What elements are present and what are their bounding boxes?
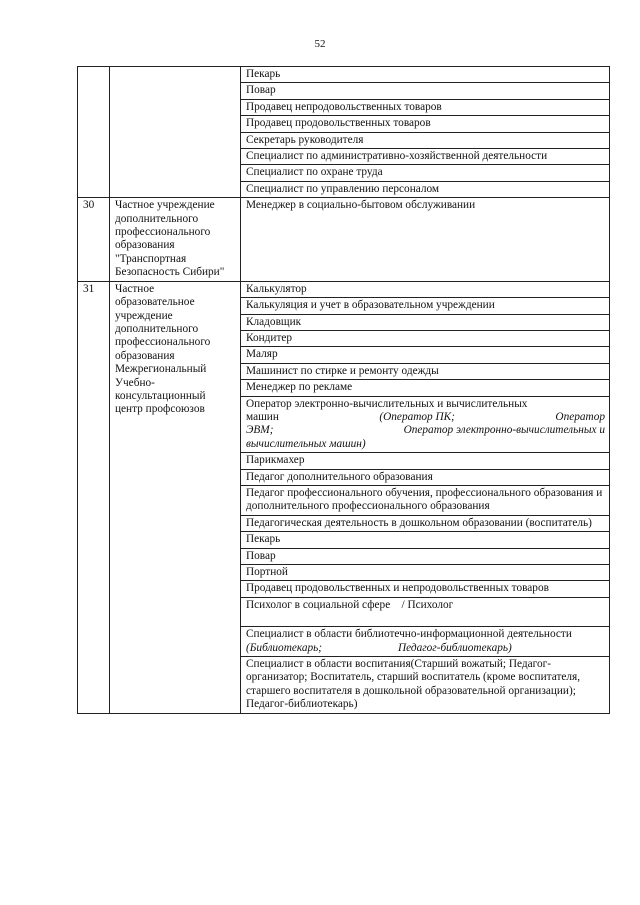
program-cell: Специалист по управлению персоналом xyxy=(241,181,610,197)
program-cell: Педагогическая деятельность в дошкольном образовании (воспитатель) xyxy=(241,515,610,531)
table-row xyxy=(78,281,610,297)
organization-name: Частное учреждение дополнительного профессионального образования "Транспортная Безопасность Сибири" xyxy=(110,198,241,281)
program-cell xyxy=(241,597,610,626)
program-cell xyxy=(241,396,610,453)
program-cell: Продавец продовольственных товаров xyxy=(241,116,610,132)
program-text: машин xyxy=(246,410,279,423)
blank-line xyxy=(246,612,605,625)
program-cell: Специалист в области воспитания(Старший вожатый; Педагог-организатор; Воспитатель, старший воспитатель (кроме воспитателя, старшего воспитателя в дошкольной образовательной организации); Педагог-библиотекарь) xyxy=(241,657,610,714)
program-line xyxy=(246,642,605,655)
program-cell: Менеджер по рекламе xyxy=(241,380,610,396)
organization-cell-empty xyxy=(110,67,241,198)
program-cell: Продавец продовольственных и непродовольственных товаров xyxy=(241,581,610,597)
table-row xyxy=(78,67,610,83)
program-cell: Маляр xyxy=(241,347,610,363)
program-cell: Менеджер в социально-бытовом обслуживании xyxy=(241,198,610,281)
program-cell: Портной xyxy=(241,565,610,581)
program-line xyxy=(246,424,605,437)
program-cell: Парикмахер xyxy=(241,453,610,469)
program-cell: Повар xyxy=(241,83,610,99)
program-cell xyxy=(241,627,610,657)
program-cell: Педагог дополнительного образования xyxy=(241,469,610,485)
program-text: Педагог-библиотекарь) xyxy=(398,641,512,654)
programs-table xyxy=(77,66,610,714)
program-cell: Повар xyxy=(241,548,610,564)
program-line: Оператор электронно-вычислительных и вычислительных xyxy=(246,397,528,410)
program-cell: Пекарь xyxy=(241,532,610,548)
program-text: Оператор электронно-вычислительных и xyxy=(403,424,605,437)
organization-name: Частное образовательное учреждение дополнительного профессионального образования Межрегиональный Учебно-консультационный центр профсоюзов xyxy=(110,281,241,713)
program-cell: Кондитер xyxy=(241,330,610,346)
program-line: Психолог в социальной сфере / Психолог xyxy=(246,598,454,611)
program-cell: Секретарь руководителя xyxy=(241,132,610,148)
program-cell: Кладовщик xyxy=(241,314,610,330)
program-text: ЭВМ; xyxy=(246,424,274,437)
program-text: Оператор xyxy=(555,410,605,423)
program-cell: Машинист по стирке и ремонту одежды xyxy=(241,363,610,379)
number-cell-empty xyxy=(78,67,110,198)
row-number: 31 xyxy=(78,281,110,713)
program-text: (Оператор ПК; xyxy=(379,410,455,423)
program-cell: Калькуляция и учет в образовательном учреждении xyxy=(241,298,610,314)
page-number: 52 xyxy=(314,38,326,50)
program-line xyxy=(246,411,605,424)
program-cell: Калькулятор xyxy=(241,281,610,297)
program-text: (Библиотекарь; xyxy=(246,641,323,654)
program-cell: Специалист по охране труда xyxy=(241,165,610,181)
program-line: вычислительных машин) xyxy=(246,437,366,450)
program-cell: Специалист по административно-хозяйственной деятельности xyxy=(241,149,610,165)
program-cell: Педагог профессионального обучения, профессионального образования и дополнительного профессионального образования xyxy=(241,485,610,515)
program-line: Специалист в области библиотечно-информационной деятельности xyxy=(246,628,572,641)
table-row xyxy=(78,198,610,281)
program-cell: Продавец непродовольственных товаров xyxy=(241,99,610,115)
row-number: 30 xyxy=(78,198,110,281)
program-cell: Пекарь xyxy=(241,67,610,83)
